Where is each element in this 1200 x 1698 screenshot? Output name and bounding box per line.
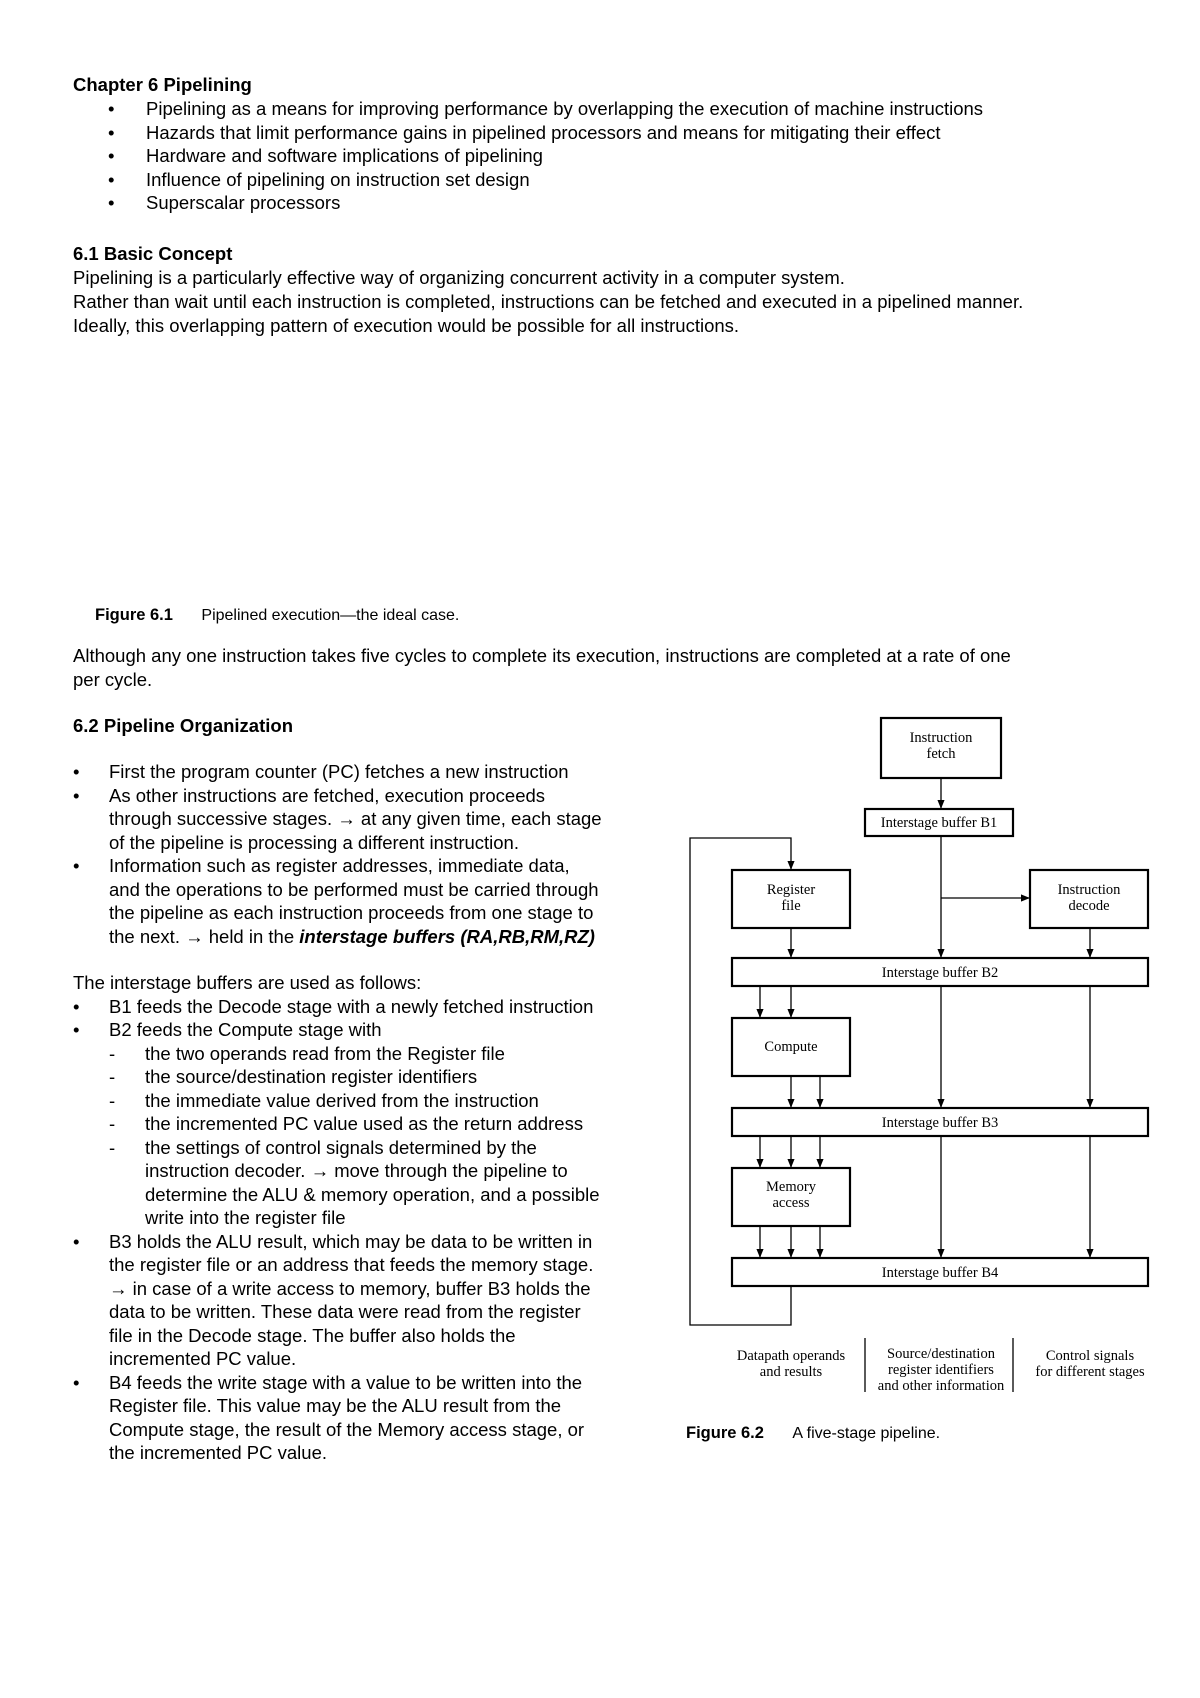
list-item-text: the next. → held in the — [109, 925, 300, 947]
legend-source-dest-label: Source/destination — [887, 1346, 995, 1362]
compute-label: Compute — [764, 1039, 818, 1055]
list-item — [108, 144, 1168, 168]
list-item-continuation: incremented PC value. — [109, 1348, 297, 1369]
sub-list-item — [73, 1112, 683, 1136]
figure-6-1-caption — [95, 606, 459, 625]
bullet-icon: • — [73, 1230, 80, 1252]
list-item-continuation: → in case of a write access to memory, buffer B3 holds the — [109, 1277, 591, 1299]
list-item-text: the settings of control signals determined by the — [145, 1136, 537, 1158]
caption-text: A five-stage pipeline. — [792, 1425, 941, 1442]
section-title: 6.1 Basic Concept — [73, 243, 233, 264]
list-item-continuation: through successive stages. → at any given time, each stage — [109, 808, 602, 829]
list-item-continuation: Compute stage, the result of the Memory access stage, or — [109, 1418, 585, 1440]
caption-text: Pipelined execution—the ideal case. — [201, 607, 460, 624]
list-item — [73, 1230, 683, 1254]
legend-source-dest-label: register identifiers — [888, 1362, 994, 1378]
list-item-text: First the program counter (PC) fetches a new instruction — [109, 761, 569, 782]
list-item-text: the source/destination register identifiers — [145, 1066, 478, 1087]
bullet-icon: • — [73, 784, 80, 806]
buffer-b4-label: Interstage buffer B4 — [881, 1265, 999, 1281]
paragraph-line: per cycle. — [73, 669, 153, 690]
list-item-text: B3 holds the ALU result, which may be data to be written in — [109, 1230, 593, 1252]
dash-icon: - — [109, 1042, 116, 1064]
dash-icon: - — [109, 1113, 116, 1134]
list-item-continuation: the pipeline as each instruction proceeds from one stage to — [109, 902, 594, 923]
list-item-continuation: instruction decoder. → move through the pipeline to — [145, 1160, 568, 1181]
list-item-text: the immediate value derived from the instruction — [145, 1089, 539, 1111]
sub-list-item — [73, 1042, 683, 1066]
list-item-continuation: and the operations to be performed must be carried through — [109, 878, 599, 900]
legend-source-dest-label: and other information — [877, 1378, 1005, 1394]
chapter-title: Chapter 6 Pipelining — [73, 74, 252, 95]
pipeline-org-bullets — [73, 760, 683, 1465]
list-item — [108, 97, 1168, 121]
list-item — [73, 1018, 683, 1042]
list-item-text: Influence of pipelining on instruction set design — [146, 168, 530, 190]
dash-icon: - — [109, 1089, 116, 1111]
figure-6-2-diagram — [680, 705, 1180, 1455]
list-item — [108, 168, 1168, 192]
list-item — [73, 760, 683, 784]
list-item-continuation: the incremented PC value. — [109, 1442, 328, 1463]
list-item-continuation: data to be written. These data were read from the register — [109, 1301, 581, 1322]
bullet-icon: • — [73, 995, 80, 1017]
instruction-fetch-label: fetch — [926, 746, 956, 762]
list-item-continuation: write into the register file — [145, 1207, 346, 1228]
list-item — [73, 784, 683, 808]
bullet-icon: • — [108, 145, 115, 166]
list-item-continuation — [73, 925, 683, 949]
bullet-icon: • — [108, 168, 115, 190]
figure-6-2-caption — [686, 1424, 940, 1443]
list-item-continuation: the register file or an address that feeds the memory stage. — [109, 1254, 594, 1275]
bullet-icon: • — [73, 1371, 80, 1393]
bullet-icon: • — [108, 192, 115, 213]
list-item-continuation: file in the Decode stage. The buffer also holds the — [109, 1324, 516, 1346]
list-item — [108, 121, 1168, 145]
list-item-text: the incremented PC value used as the return address — [145, 1113, 584, 1134]
list-item — [73, 995, 683, 1019]
instruction-decode-label: decode — [1068, 898, 1110, 914]
memory-access-label: Memory — [766, 1179, 816, 1195]
list-item-text: Superscalar processors — [146, 192, 341, 213]
list-item-text: Hazards that limit performance gains in pipelined processors and means for mitigating their effect — [146, 121, 941, 143]
list-item-text: Pipelining as a means for improving performance by overlapping the execution of machine instructions — [146, 98, 984, 119]
bullet-icon: • — [73, 855, 80, 876]
list-item-text: B1 feeds the Decode stage with a newly fetched instruction — [109, 995, 594, 1017]
legend-datapath-label: and results — [759, 1364, 823, 1380]
list-item — [108, 191, 1168, 215]
list-item-text: Information such as register addresses, immediate data, — [109, 855, 570, 876]
list-item-continuation: Register file. This value may be the ALU result from the — [109, 1395, 562, 1416]
bullet-icon: • — [73, 1019, 80, 1040]
dash-icon: - — [109, 1136, 116, 1158]
list-item-text: the two operands read from the Register file — [145, 1042, 505, 1064]
caption-label: Figure 6.1 — [95, 606, 173, 624]
buffer-b1-label: Interstage buffer B1 — [880, 815, 998, 831]
bullet-icon: • — [108, 98, 115, 119]
figure-6-1-diagram — [0, 350, 820, 650]
buffer-b2-label: Interstage buffer B2 — [881, 965, 999, 981]
sub-list-item — [73, 1065, 683, 1089]
list-item — [73, 854, 683, 878]
paragraph-line: Ideally, this overlapping pattern of execution would be possible for all instructions. — [73, 315, 740, 336]
section-title: 6.2 Pipeline Organization — [73, 715, 293, 736]
sub-list-item — [73, 1089, 683, 1113]
instruction-fetch-label: Instruction — [909, 730, 973, 746]
legend-datapath-label: Datapath operands — [736, 1348, 846, 1364]
bullet-icon: • — [108, 121, 115, 143]
legend-control-label: for different stages — [1035, 1364, 1145, 1380]
sub-list-item — [73, 1136, 683, 1160]
instruction-decode-label: Instruction — [1057, 882, 1121, 898]
list-item-text: B4 feeds the write stage with a value to be written into the — [109, 1371, 583, 1393]
memory-access-label: access — [772, 1195, 810, 1211]
list-item-continuation: determine the ALU & memory operation, and a possible — [145, 1183, 600, 1205]
register-file-label: Register — [766, 882, 816, 898]
paragraph-line: Rather than wait until each instruction is completed, instructions can be fetched and executed in a pipelined manner. — [73, 291, 1024, 312]
bullet-icon: • — [73, 761, 80, 782]
list-item-continuation: of the pipeline is processing a different instruction. — [109, 831, 519, 853]
paragraph-line: Although any one instruction takes five cycles to complete its execution, instructions are completed at a rate of one — [73, 645, 1011, 666]
paragraph-line: Pipelining is a particularly effective way of organizing concurrent activity in a computer system. — [73, 267, 845, 288]
list-item — [73, 1371, 683, 1395]
paragraph-line: The interstage buffers are used as follows: — [73, 972, 422, 993]
dash-icon: - — [109, 1066, 116, 1087]
list-item-text: As other instructions are fetched, execution proceeds — [109, 784, 546, 806]
list-item-text: Hardware and software implications of pipelining — [146, 145, 543, 166]
legend-control-label: Control signals — [1045, 1348, 1135, 1364]
register-file-label: file — [781, 898, 801, 914]
buffer-b3-label: Interstage buffer B3 — [881, 1115, 999, 1131]
chapter-bullet-list — [108, 97, 1168, 215]
emphasis-text: interstage buffers (RA,RB,RM,RZ) — [299, 925, 595, 947]
caption-label: Figure 6.2 — [686, 1424, 764, 1442]
list-item-text: B2 feeds the Compute stage with — [109, 1019, 382, 1040]
